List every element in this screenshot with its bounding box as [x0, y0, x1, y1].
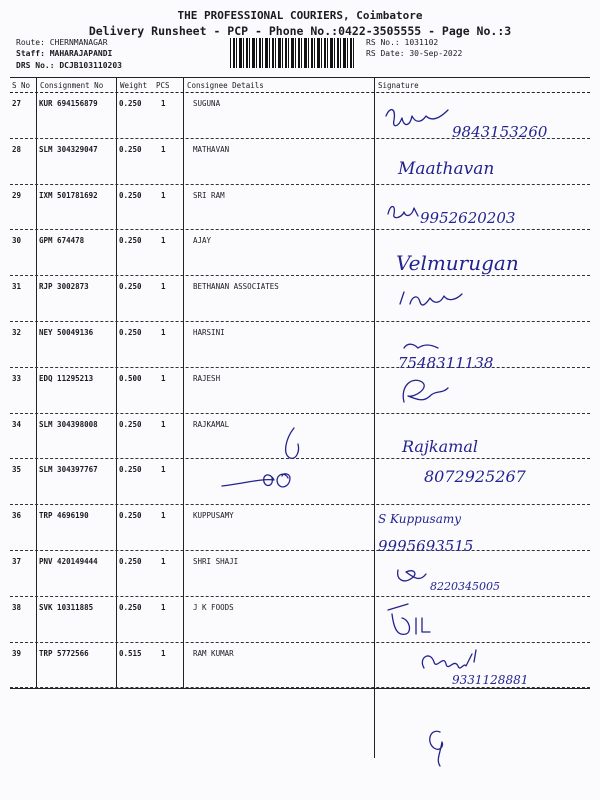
row-pcs: 1 — [161, 648, 166, 658]
signature-34-phone: 8072925267 — [424, 467, 526, 486]
row-pcs: 1 — [161, 511, 166, 521]
row-weight: 0.515 — [119, 648, 142, 658]
row-weight: 0.250 — [119, 328, 142, 337]
signature-38 — [388, 604, 430, 634]
signature-32-phone: 7548311138 — [398, 354, 494, 372]
signature-28: Maathavan — [398, 159, 495, 179]
row-pcs: 1 — [161, 465, 166, 475]
row-sno: 27 — [12, 99, 22, 108]
row-consignee: MATHAVAN — [193, 144, 230, 154]
row-consignee: AJAY — [193, 236, 212, 246]
row-weight: 0.250 — [119, 282, 142, 292]
signature-27-phone: 9843153260 — [452, 123, 548, 141]
row-consignment-no: PNV 420149444 — [39, 557, 98, 566]
staff-label: Staff: MAHARAJAPANDI — [16, 49, 113, 58]
row-weight: 0.250 — [119, 465, 142, 475]
row-consignment-no: SLM 304329047 — [39, 144, 98, 154]
signature-27 — [386, 110, 448, 126]
col-header-sno: S No — [12, 81, 31, 90]
signature-32-scribble — [404, 344, 438, 348]
signature-36-phone: 9995693515 — [378, 537, 474, 555]
col-header-consignment: Consignment No — [40, 81, 104, 90]
row-consignee: KUPPUSAMY — [193, 511, 234, 521]
rs-number: RS No.: 1031102 — [366, 38, 439, 47]
row-consignment-no: SLM 304398008 — [39, 419, 98, 429]
row-consignment-no: SLM 304397767 — [39, 465, 98, 475]
row-pcs: 1 — [161, 236, 166, 246]
row-consignee: J K FOODS — [193, 602, 234, 612]
row-pcs: 1 — [161, 328, 166, 337]
signature-29-scribble — [388, 207, 418, 218]
col-header-pcs: PCS — [156, 81, 170, 90]
row-weight: 0.250 — [119, 236, 142, 246]
row-consignment-no: EDQ 11295213 — [39, 373, 94, 383]
row-consignment-no: IXM 501781692 — [39, 190, 98, 200]
row-weight: 0.250 — [119, 511, 142, 521]
row-consignment-no: RJP 3002873 — [39, 282, 89, 292]
row-weight: 0.250 — [119, 190, 142, 200]
row-consignment-no: NEY 50049136 — [39, 328, 94, 337]
signature-39-scribble — [422, 650, 476, 668]
row-sno: 30 — [12, 236, 22, 246]
route-label: Route: CHERNMANAGAR — [16, 38, 108, 47]
runsheet-subtitle: Delivery Runsheet - PCP - Phone No.:0422-3505555 - Page No.:3 — [88, 24, 512, 38]
signature-40 — [430, 731, 443, 766]
row-consignee: HARSINI — [193, 328, 225, 337]
drs-number: DRS No.: DCJB103110203 — [16, 61, 122, 70]
row-consignment-no: GPM 674478 — [39, 236, 85, 246]
row-weight: 0.250 — [119, 419, 142, 429]
row-consignee: SUGUNA — [193, 99, 221, 108]
row-consignee: RAJKAMAL — [193, 419, 230, 429]
row-consignee: RAM KUMAR — [193, 648, 234, 658]
signature-35 — [222, 474, 290, 487]
col-header-signature: Signature — [378, 81, 419, 90]
signature-36-name: S Kuppusamy — [378, 512, 462, 526]
row-consignee: BETHANAN ASSOCIATES — [193, 282, 279, 292]
row-weight: 0.250 — [119, 602, 142, 612]
row-sno: 35 — [12, 465, 22, 475]
row-weight: 0.250 — [119, 557, 142, 566]
row-sno: 32 — [12, 328, 22, 337]
row-pcs: 1 — [161, 282, 166, 292]
row-sno: 34 — [12, 419, 22, 429]
signature-34-name: Rajkamal — [402, 437, 478, 456]
row-pcs: 1 — [161, 419, 166, 429]
signature-29-phone: 9952620203 — [420, 209, 516, 227]
row-weight: 0.250 — [119, 99, 142, 108]
row-pcs: 1 — [161, 190, 166, 200]
signature-30: Velmurugan — [396, 251, 519, 275]
signature-31 — [400, 292, 462, 305]
row-sno: 29 — [12, 190, 22, 200]
signature-34-consignee-mark — [286, 428, 299, 458]
row-pcs: 1 — [161, 373, 166, 383]
company-title: THE PROFESSIONAL COURIERS, Coimbatore — [177, 9, 423, 22]
row-weight: 0.250 — [119, 144, 142, 154]
row-sno: 38 — [12, 602, 22, 612]
row-consignee: SRI RAM — [193, 190, 225, 200]
row-consignee: SHRI SHAJI — [193, 557, 239, 566]
row-consignment-no: SVK 10311885 — [39, 602, 94, 612]
row-weight: 0.500 — [119, 373, 142, 383]
row-pcs: 1 — [161, 99, 166, 108]
signature-39-phone: 9331128881 — [452, 673, 529, 687]
row-consignment-no: TRP 4696190 — [39, 511, 89, 521]
row-pcs: 1 — [161, 144, 166, 154]
rs-date: RS Date: 30-Sep-2022 — [366, 49, 463, 58]
signature-33 — [403, 380, 448, 402]
row-sno: 33 — [12, 373, 22, 383]
row-sno: 28 — [12, 144, 22, 154]
row-pcs: 1 — [161, 557, 166, 566]
row-sno: 36 — [12, 511, 22, 521]
row-consignment-no: TRP 5772566 — [39, 648, 89, 658]
row-sno: 37 — [12, 557, 22, 566]
row-consignment-no: KUR 694156879 — [39, 99, 98, 108]
row-consignee: RAJESH — [193, 373, 221, 383]
row-sno: 31 — [12, 282, 22, 292]
row-pcs: 1 — [161, 602, 166, 612]
row-sno: 39 — [12, 648, 22, 658]
signature-37-scribble — [398, 570, 426, 581]
signature-37-phone: 8220345005 — [430, 580, 500, 593]
col-header-consignee: Consignee Details — [187, 81, 264, 90]
col-header-weight: Weight — [120, 81, 148, 90]
